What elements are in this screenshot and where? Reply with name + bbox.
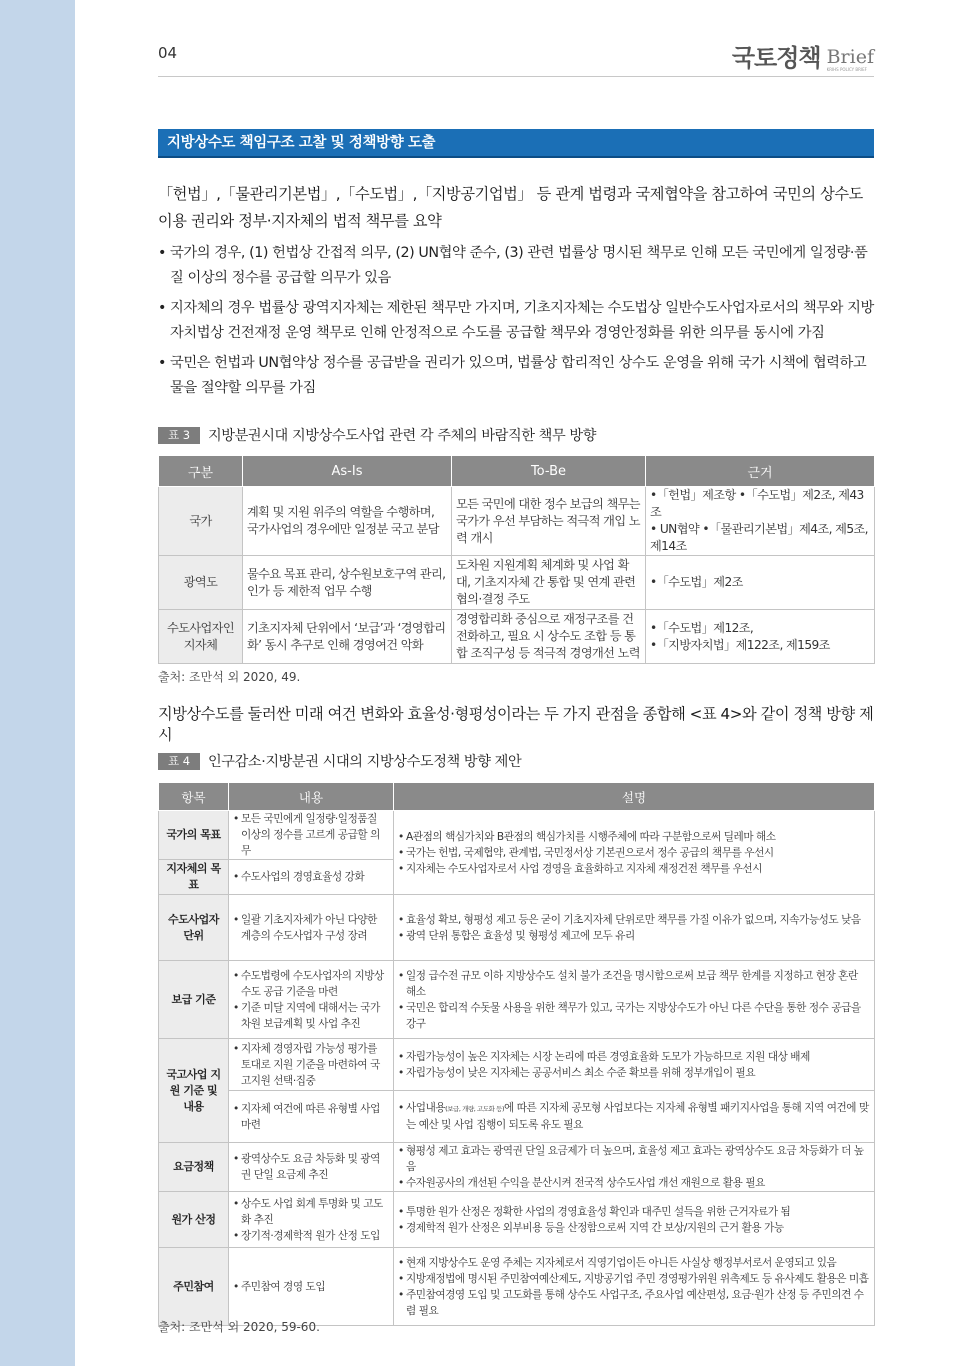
table-row (159, 1143, 875, 1192)
row-item: 주민참여 (159, 1248, 229, 1326)
desc-cell: • 자립가능성이 높은 지자체는 시장 논리에 따른 경영효율화 도모가 가능하므로 지원 대상 배제 • 자립가능성이 낮은 지자체는 공공서비스 최소 수준 확보를 위해 정부개입이 필요 (394, 1039, 875, 1091)
basis-cell: •「헌법」제조항 •「수도법」제2조, 제43조 • UN협약 •「물관리기본법」제4조, 제5조, 제14조 (646, 487, 875, 556)
table-row (159, 895, 875, 961)
brand-korean: 국토정책 (731, 44, 821, 72)
tobe-cell: 경영합리화 중심으로 재정구조를 건전화하고, 필요 시 상수도 조합 등 통합 조직구성 등 적극적 경영개선 노력 (452, 610, 646, 664)
table-row (159, 610, 875, 664)
row-item: 요금정책 (159, 1143, 229, 1192)
table3-header: 구분 (159, 456, 243, 487)
table4-source: 출처: 조만석 외 2020, 59-60. (158, 1320, 320, 1334)
bullet-item: • 지자체의 경우 법률상 광역지자체는 제한된 책무만 가지며, 기초지자체는 수도법상 일반수도사업자로서의 책무와 지방자치법상 건전재정 운영 책무로 인해 안정적으로 수도를 공급할 책무와 경영안정화를 위한 의무를 동시에 가짐 (158, 296, 876, 346)
section-title: 지방상수도 책임구조 고찰 및 정책방향 도출 (158, 129, 874, 158)
table-row (159, 1192, 875, 1248)
table3-header: To-Be (452, 456, 646, 487)
desc-cell: • 형평성 제고 효과는 광역권 단일 요금제가 더 높으며, 효율성 제고 효과는 광역상수도 요금 차등화가 더 높음 • 수자원공사의 개선된 수익을 분산시켜 전국적 상수도사업 개선 재원으로 활용 필요 (394, 1143, 875, 1192)
page-number: 04 (158, 44, 178, 62)
desc-cell: • 투명한 원가 산정은 정확한 사업의 경영효율성 확인과 대주민 설득을 위한 근거자료가 됨 • 경제학적 원가 산정은 외부비용 등을 산정함으로써 지역 간 보상/지원의 근거 활용 가능 (394, 1192, 875, 1248)
table4-header: 내용 (229, 783, 394, 811)
table-row (159, 811, 875, 860)
row-item: 지자체의 목표 (159, 860, 229, 895)
row-item: 국고사업 지원 기준 및 내용 (159, 1039, 229, 1143)
table4-badge: 표 4 (158, 753, 200, 770)
table-row (159, 1248, 875, 1326)
table3-title: 지방분권시대 지방상수도사업 관련 각 주체의 바람직한 책무 방향 (208, 428, 597, 444)
table3-header: As-Is (243, 456, 452, 487)
mid-paragraph: 지방상수도를 둘러싼 미래 여건 변화와 효율성·형평성이라는 두 가지 관점을 종합해 <표 4>와 같이 정책 방향 제시 (158, 705, 874, 744)
content-cell: • 지자체 여건에 따른 유형별 사업 마련 (229, 1091, 394, 1143)
table4-caption (158, 751, 521, 771)
desc-cell: • 효율성 확보, 형평성 제고 등은 굳이 기초지자체 단위로만 책무를 가질 이유가 없으며, 지속가능성도 낮음 • 광역 단위 통합은 효율성 및 형평성 제고에 모두 유리 (394, 895, 875, 961)
row-item: 국가의 목표 (159, 811, 229, 860)
brand-english: Brief (826, 46, 874, 68)
desc-cell: • 일정 급수전 규모 이하 지방상수도 설치 불가 조건을 명시함으로써 보급 책무 한계를 지정하고 현장 혼란 해소 • 국민은 합리적 수돗물 사용을 위한 책무가 있고, 국가는 지방상수도가 아닌 다른 수단을 통한 정수 공급을 강구 (394, 961, 875, 1039)
asis-cell: 기초지자체 단위에서 ‘보급’과 ‘경영합리화’ 동시 추구로 인해 경영여건 악화 (243, 610, 452, 664)
table4-title: 인구감소·지방분권 시대의 지방상수도정책 방향 제안 (208, 754, 522, 770)
content-cell: • 일괄 기초지자체가 아닌 다양한 계층의 수도사업자 구성 장려 (229, 895, 394, 961)
bullet-list (158, 241, 876, 406)
content-cell: • 광역상수도 요금 차등화 및 광역권 단일 요금제 추진 (229, 1143, 394, 1192)
table3-source: 출처: 조만석 외 2020, 49. (158, 670, 301, 684)
content-cell: • 주민참여 경영 도입 (229, 1248, 394, 1326)
header-divider (158, 76, 874, 77)
content-cell: • 수도사업의 경영효율성 강화 (229, 860, 394, 895)
tobe-cell: 모든 국민에 대한 정수 보급의 책무는 국가가 우선 부담하는 적극적 개입 노력 개시 (452, 487, 646, 556)
brand-subtitle: KRIHS POLICY BRIEF (826, 67, 867, 72)
table3-header: 근거 (646, 456, 875, 487)
row-item: 보급 기준 (159, 961, 229, 1039)
table3-header-row (159, 456, 875, 487)
brand-logo (732, 38, 874, 73)
desc-cell: • A관점의 핵심가치와 B관점의 핵심가치를 시행주체에 따라 구분함으로써 딜레마 해소 • 국가는 헌법, 국제협약, 관계법, 국민정서상 기본권으로서 정수 공급의 책무를 우선시 • 지자체는 수도사업자로서 사업 경영을 효율화하고 지자체 재정건전 책무를 우선시 (394, 811, 875, 895)
table4-header: 항목 (159, 783, 229, 811)
table-row (159, 1091, 875, 1143)
asis-cell: 물수요 목표 관리, 상수원보호구역 관리, 인가 등 제한적 업무 수행 (243, 556, 452, 610)
basis-cell: •「수도법」제12조, •「지방자치법」제122조, 제159조 (646, 610, 875, 664)
table-row (159, 961, 875, 1039)
desc-cell: • 현재 지방상수도 운영 주체는 지자체로서 직영기업이든 아니든 사실상 행정부서로서 운영되고 있음 • 지방재정법에 명시된 주민참여예산제도, 지방공기업 주민 경영평가위원 위촉제도 등 유사제도 활용은 미흡 • 주민참여경영 도입 및 고도화를 통해 상수도 사업구조, 주요사업 예산편성, 요금·원가 산정 등 주민의견 수렴 필요 (394, 1248, 875, 1326)
table3-caption (158, 425, 596, 445)
left-sidebar-band (0, 0, 75, 1366)
row-subject: 국가 (159, 487, 243, 556)
table-row (159, 1039, 875, 1091)
asis-cell: 계획 및 지원 위주의 역할을 수행하며, 국가사업의 경우에만 일정분 국고 분담 (243, 487, 452, 556)
table3-badge: 표 3 (158, 427, 200, 444)
row-subject: 광역도 (159, 556, 243, 610)
bullet-item: • 국가의 경우, (1) 헌법상 간접적 의무, (2) UN협약 준수, (3) 관련 법률상 명시된 책무로 인해 모든 국민에게 일정량·품질 이상의 정수를 공급할 의무가 있음 (158, 241, 876, 291)
content-cell: • 모든 국민에게 일정량·일정품질 이상의 정수를 고르게 공급할 의무 (229, 811, 394, 860)
table3 (158, 456, 875, 664)
row-subject: 수도사업자인 지자체 (159, 610, 243, 664)
content-cell: • 상수도 사업 회계 투명화 및 고도화 추진 • 장기적·경제학적 원가 산정 도입 (229, 1192, 394, 1248)
basis-cell: •「수도법」제2조 (646, 556, 875, 610)
table4 (158, 783, 875, 1326)
tobe-cell: 도차원 지원계획 체계화 및 사업 확대, 기초지자체 간 통합 및 연계 관련 협의·결정 주도 (452, 556, 646, 610)
bullet-item: • 국민은 헌법과 UN협약상 정수를 공급받을 권리가 있으며, 법률상 합리적인 상수도 운영을 위해 국가 시책에 협력하고 물을 절약할 의무를 가짐 (158, 351, 876, 401)
content-cell: • 지자체 경영자립 가능성 평가를 토대로 지원 기준을 마련하여 국고지원 선택·집중 (229, 1039, 394, 1091)
content-cell: • 수도법령에 수도사업자의 지방상수도 공급 기준을 마련 • 기준 미달 지역에 대해서는 국가 차원 보급계획 및 사업 추진 (229, 961, 394, 1039)
table-row (159, 556, 875, 610)
table-row (159, 487, 875, 556)
row-item: 수도사업자 단위 (159, 895, 229, 961)
table4-header-row (159, 783, 875, 811)
desc-cell: • 사업내용(보급, 개량, 고도화 등)에 따른 지자체 공모형 사업보다는 지자체 유형별 패키지사업을 통해 지역 여건에 맞는 예산 및 사업 집행이 되도록 유도 필요 (394, 1091, 875, 1143)
table4-header: 설명 (394, 783, 875, 811)
row-item: 원가 산정 (159, 1192, 229, 1248)
lead-paragraph: 「헌법」,「물관리기본법」,「수도법」,「지방공기업법」 등 관계 법령과 국제협약을 참고하여 국민의 상수도 이용 권리와 정부·지자체의 법적 책무를 요약 (158, 185, 863, 230)
